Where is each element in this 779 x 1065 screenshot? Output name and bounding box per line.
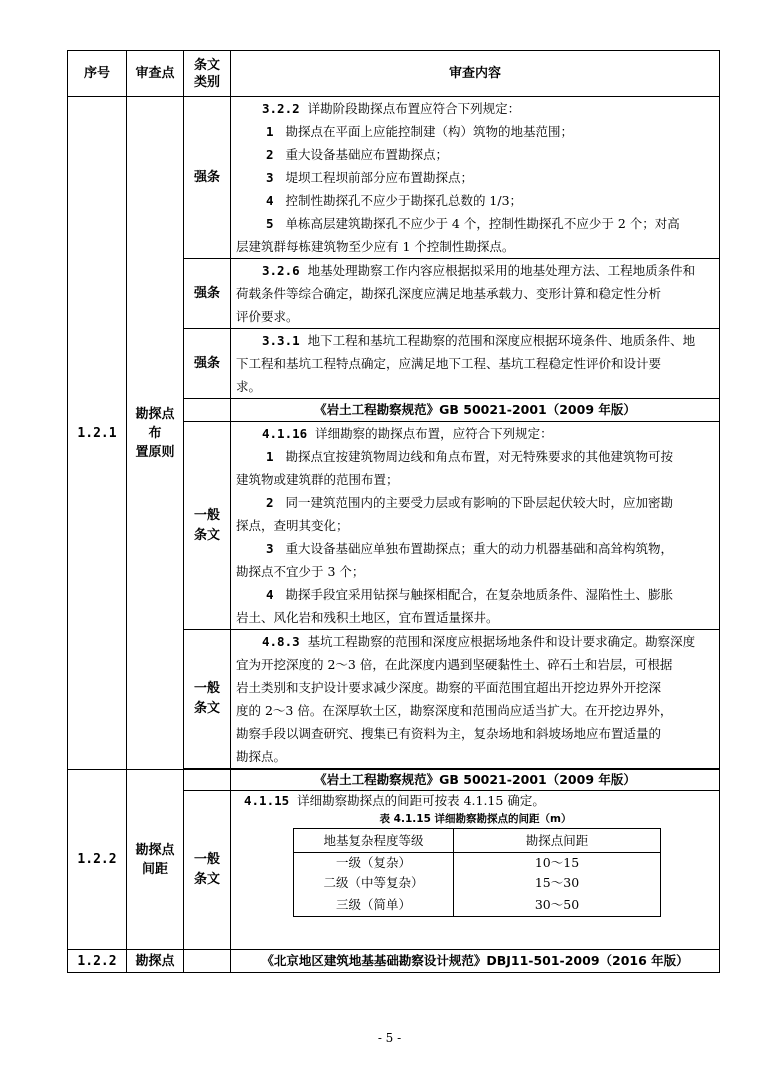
category-line1: 一般 — [193, 852, 220, 867]
spacing-table — [293, 828, 661, 917]
spacing-table-head-cell: 勘探点间距 — [454, 829, 661, 853]
category-general — [184, 422, 231, 630]
clause-text: 勘察手段以调查研究、搜集已有资料为主，复杂场地和斜坡场地应布置适量的 — [236, 726, 662, 741]
spacing-table-head-cell: 地基复杂程度等级 — [294, 829, 454, 853]
clause-text: 求。 — [236, 379, 262, 394]
table-row — [68, 97, 720, 259]
clause-text: 地基处理勘察工作内容应根据拟采用的地基处理方法、工程地质条件和 — [307, 263, 696, 278]
item-number: 4 — [266, 193, 274, 208]
item-text: 控制性勘探孔不应少于勘探孔总数的 1/3； — [285, 193, 523, 208]
category-line2: 条文 — [193, 701, 220, 716]
spacing-table-row — [294, 893, 661, 917]
category-line2: 条文 — [193, 527, 220, 543]
category-empty — [184, 950, 231, 973]
item-number: 1 — [266, 124, 274, 139]
standard-title: 《岩土工程勘察规范》GB 50021-2001（2009 年版） — [231, 770, 720, 791]
review-point-1-2-2 — [127, 770, 184, 950]
category-line2: 条文 — [193, 872, 220, 887]
item-number: 2 — [266, 495, 274, 510]
clause-number: 3.2.6 — [262, 263, 300, 278]
inner-table-caption: 表 4.1.15 详细勘察勘探点的间距（m） — [379, 813, 572, 825]
spacing-table-cell: 30～50 — [454, 893, 661, 917]
review-point-line1: 勘探点 — [135, 842, 175, 858]
review-point-1-2-1 — [127, 97, 184, 770]
spacing-table-cell: 10～15 — [454, 853, 661, 874]
header-category — [184, 51, 231, 97]
item-text: 重大设备基础应单独布置勘探点；重大的动力机器基础和高耸构筑物， — [285, 541, 673, 556]
clause-text: 岩土类别和支护设计要求减少深度。勘察的平面范围宜超出开挖边界外开挖深 — [236, 680, 662, 695]
clause-intro: 详细勘察的勘探点布置，应符合下列规定： — [315, 426, 553, 441]
category-empty — [184, 770, 231, 791]
item-text: 重大设备基础应布置勘探点； — [285, 147, 448, 162]
clause-text: 基坑工程勘察的范围和深度应根据场地条件和设计要求确定。勘察深度 — [307, 634, 696, 649]
item-text: 勘探点宜按建筑物周边线和角点布置，对无特殊要求的其他建筑物可按 — [285, 449, 673, 464]
item-number: 5 — [266, 216, 274, 231]
item-continuation: 岩土、风化岩和残积土地区，宜布置适量探井。 — [236, 610, 499, 625]
header-content: 审查内容 — [231, 51, 720, 97]
item-text: 单栋高层建筑勘探孔不应少于 4 个，控制性勘探孔不应少于 2 个；对高 — [285, 216, 680, 231]
clause-number: 4.8.3 — [262, 634, 300, 649]
clause-text: 度的 2～3 倍。在深厚软土区，勘察深度和范围尚应适当扩大。在开挖边界外， — [236, 703, 673, 718]
table-row — [68, 770, 720, 791]
clause-number: 4.1.16 — [262, 426, 308, 441]
clause-text: 评价要求。 — [236, 309, 299, 324]
item-text: 勘探点在平面上应能控制建（构）筑物的地基范围； — [285, 124, 573, 139]
clause-text: 宜为开挖深度的 2～3 倍，在此深度内遇到坚硬黏性土、碎石土和岩层，可根据 — [236, 657, 673, 672]
review-point-line2: 布 — [148, 425, 162, 441]
clause-text: 荷载条件等综合确定，勘探孔深度应满足地基承载力、变形计算和稳定性分析 — [236, 286, 662, 301]
review-point-1-2-2-b: 勘探点 — [127, 950, 184, 973]
category-mandatory: 强条 — [184, 329, 231, 399]
item-number: 2 — [266, 147, 274, 162]
header-point: 审查点 — [127, 51, 184, 97]
item-number: 1 — [266, 449, 274, 464]
category-general — [184, 791, 231, 950]
spacing-table-header — [294, 829, 661, 853]
item-text: 勘探手段宜采用钻探与触探相配合，在复杂地质条件、湿陷性土、膨胀 — [285, 587, 673, 602]
clause-3-3-1 — [231, 329, 720, 399]
header-seq: 序号 — [68, 51, 127, 97]
clause-text: 地下工程和基坑工程勘察的范围和深度应根据环境条件、地质条件、地 — [307, 333, 696, 348]
clause-number: 3.3.1 — [262, 333, 300, 348]
item-number: 4 — [266, 587, 274, 602]
spacing-table-cell: 一级（复杂） — [294, 853, 454, 874]
clause-text: 勘探点。 — [236, 749, 287, 764]
seq-1-2-1: 1.2.1 — [68, 97, 127, 770]
clause-4-1-15 — [231, 791, 720, 950]
item-text: 同一建筑范围内的主要受力层或有影响的下卧层起伏较大时，应加密勘 — [285, 495, 673, 510]
clause-3-2-6 — [231, 259, 720, 329]
header-row — [68, 51, 720, 97]
review-point-line3: 置原则 — [135, 444, 175, 460]
seq-1-2-2: 1.2.2 — [68, 770, 127, 950]
clause-text: 详细勘察勘探点的间距可按表 4.1.15 确定。 — [297, 793, 545, 808]
review-table — [67, 50, 720, 973]
item-continuation: 勘探点不宜少于 3 个； — [236, 564, 365, 579]
spacing-table-row — [294, 853, 661, 874]
clause-text: 下工程和基坑工程特点确定，应满足地下工程、基坑工程稳定性评价和设计要 — [236, 356, 662, 371]
clause-4-1-16 — [231, 422, 720, 630]
spacing-table-row — [294, 873, 661, 893]
table-row — [68, 950, 720, 973]
category-mandatory: 强条 — [184, 97, 231, 259]
clause-intro: 详勘阶段勘探点布置应符合下列规定： — [307, 101, 521, 116]
clause-number: 3.2.2 — [262, 101, 300, 116]
header-category-line1: 条文 — [193, 57, 220, 73]
standard-title: 《北京地区建筑地基基础勘察设计规范》DBJ11-501-2009（2016 年版） — [231, 950, 720, 973]
item-continuation: 层建筑群每栋建筑物至少应有 1 个控制性勘探点。 — [236, 239, 515, 254]
item-number: 3 — [266, 541, 274, 556]
page-number: - 5 - — [377, 1031, 402, 1045]
clause-3-2-2 — [231, 97, 720, 259]
item-number: 3 — [266, 170, 274, 185]
clause-number: 4.1.15 — [244, 793, 290, 808]
item-continuation: 建筑物或建筑群的范围布置； — [236, 472, 399, 487]
review-point-line1: 勘探点 — [135, 406, 175, 422]
spacing-table-cell: 二级（中等复杂） — [294, 873, 454, 893]
category-mandatory: 强条 — [184, 259, 231, 329]
standard-title: 《岩土工程勘察规范》GB 50021-2001（2009 年版） — [231, 399, 720, 422]
seq-1-2-2-b: 1.2.2 — [68, 950, 127, 973]
category-line1: 一般 — [193, 507, 220, 523]
review-point-line2: 间距 — [141, 861, 168, 877]
header-category-line2: 类别 — [193, 74, 220, 90]
category-empty — [184, 399, 231, 422]
spacing-table-cell: 三级（简单） — [294, 893, 454, 917]
item-continuation: 探点，查明其变化； — [236, 518, 349, 533]
spacing-table-cell: 15～30 — [454, 873, 661, 893]
clause-4-8-3 — [231, 630, 720, 769]
item-text: 堤坝工程坝前部分应布置勘探点； — [285, 170, 473, 185]
category-general — [184, 630, 231, 769]
category-line1: 一般 — [193, 681, 220, 696]
